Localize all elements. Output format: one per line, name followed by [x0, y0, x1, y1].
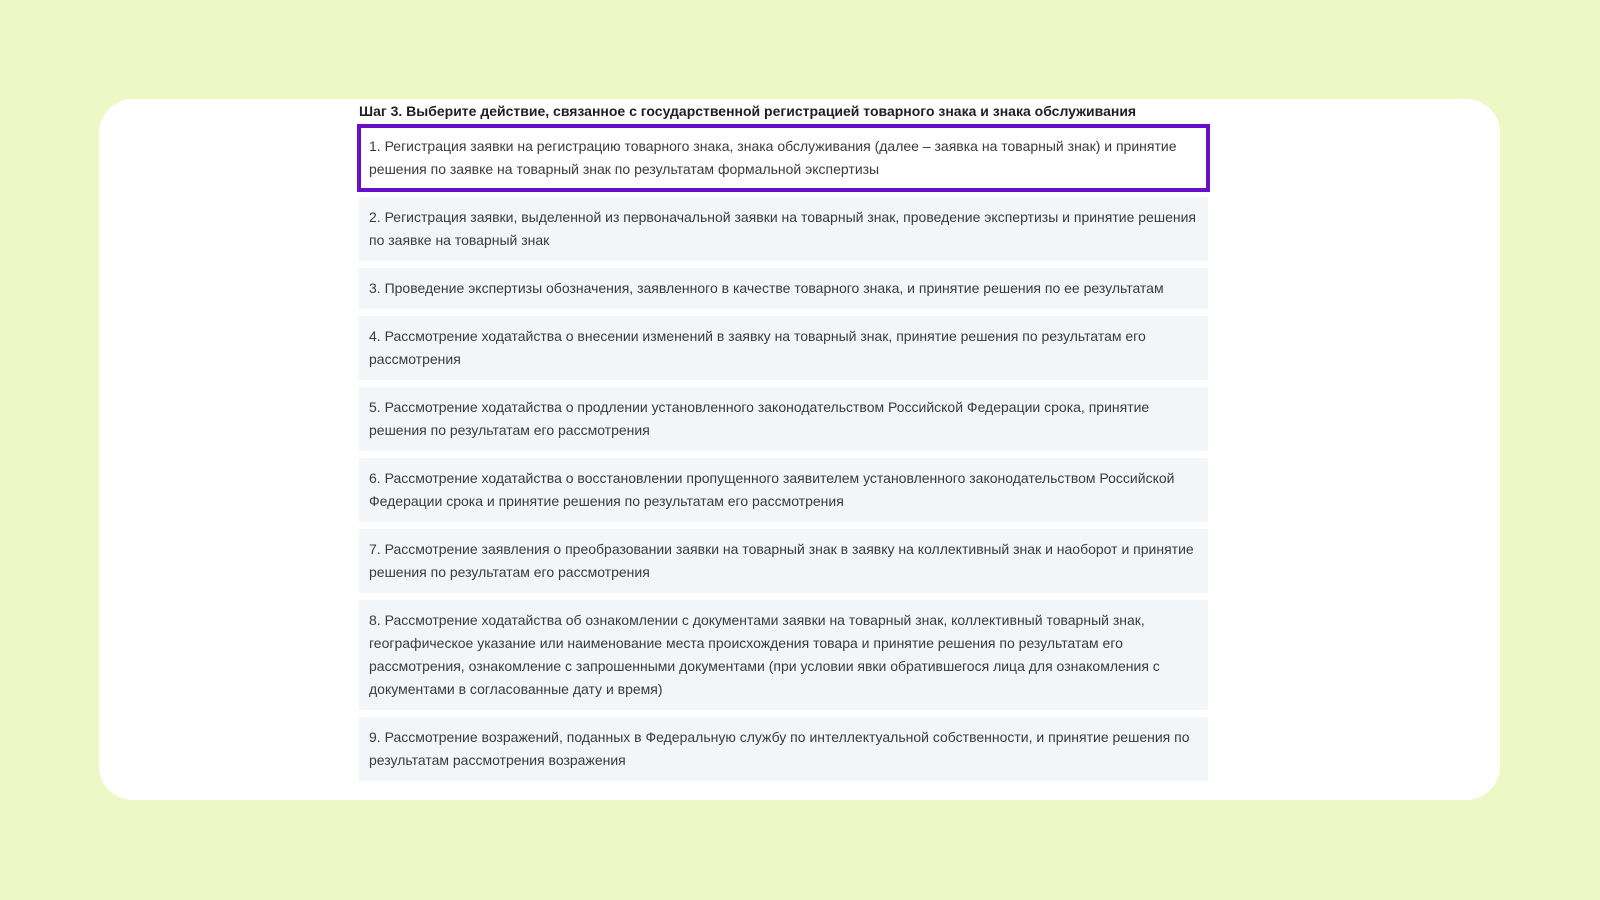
option-label: 9. Рассмотрение возражений, поданных в Федеральную службу по интеллектуальной собственности, и принятие решения по результатам рассмотрения возражения [369, 729, 1190, 768]
option-label: 1. Регистрация заявки на регистрацию товарного знака, знака обслуживания (далее – заявка на товарный знак) и принятие решения по заявке на товарный знак по результатам формальной экспертизы [369, 138, 1177, 177]
option-label: 8. Рассмотрение ходатайства об ознакомлении с документами заявки на товарный знак, коллективный товарный знак, географическое указание или наименование места происхождения товара и принятие решения по результатам его рассмотрения, ознакомление с запрошенными документами (при условии явки обратившегося лица для ознакомления с документами в согласованные дату и время) [369, 612, 1160, 697]
option-item-6[interactable] [359, 458, 1208, 522]
step-title: Шаг 3. Выберите действие, связанное с государственной регистрацией товарного знака и знака обслуживания [359, 103, 1137, 119]
option-label: 6. Рассмотрение ходатайства о восстановлении пропущенного заявителем установленного законодательством Российской Федерации срока и принятие решения по результатам его рассмотрения [369, 470, 1175, 509]
option-label: 4. Рассмотрение ходатайства о внесении изменений в заявку на товарный знак, принятие решения по результатам его рассмотрения [369, 328, 1146, 367]
option-item-9[interactable] [359, 717, 1208, 781]
option-item-5[interactable] [359, 387, 1208, 451]
step-section [359, 101, 1208, 788]
option-item-3[interactable] [359, 268, 1208, 309]
option-item-8[interactable] [359, 600, 1208, 710]
option-item-4[interactable] [359, 316, 1208, 380]
option-item-7[interactable] [359, 529, 1208, 593]
option-label: 3. Проведение экспертизы обозначения, заявленного в качестве товарного знака, и принятие решения по ее результатам [369, 280, 1164, 296]
option-label: 5. Рассмотрение ходатайства о продлении установленного законодательством Российской Федерации срока, принятие решения по результатам его рассмотрения [369, 399, 1150, 438]
option-item-1[interactable] [359, 126, 1208, 190]
option-label: 2. Регистрация заявки, выделенной из первоначальной заявки на товарный знак, проведение экспертизы и принятие решения по заявке на товарный знак [369, 209, 1196, 248]
option-label: 7. Рассмотрение заявления о преобразовании заявки на товарный знак в заявку на коллективный знак и наоборот и принятие решения по результатам его рассмотрения [369, 541, 1194, 580]
option-item-2[interactable] [359, 197, 1208, 261]
